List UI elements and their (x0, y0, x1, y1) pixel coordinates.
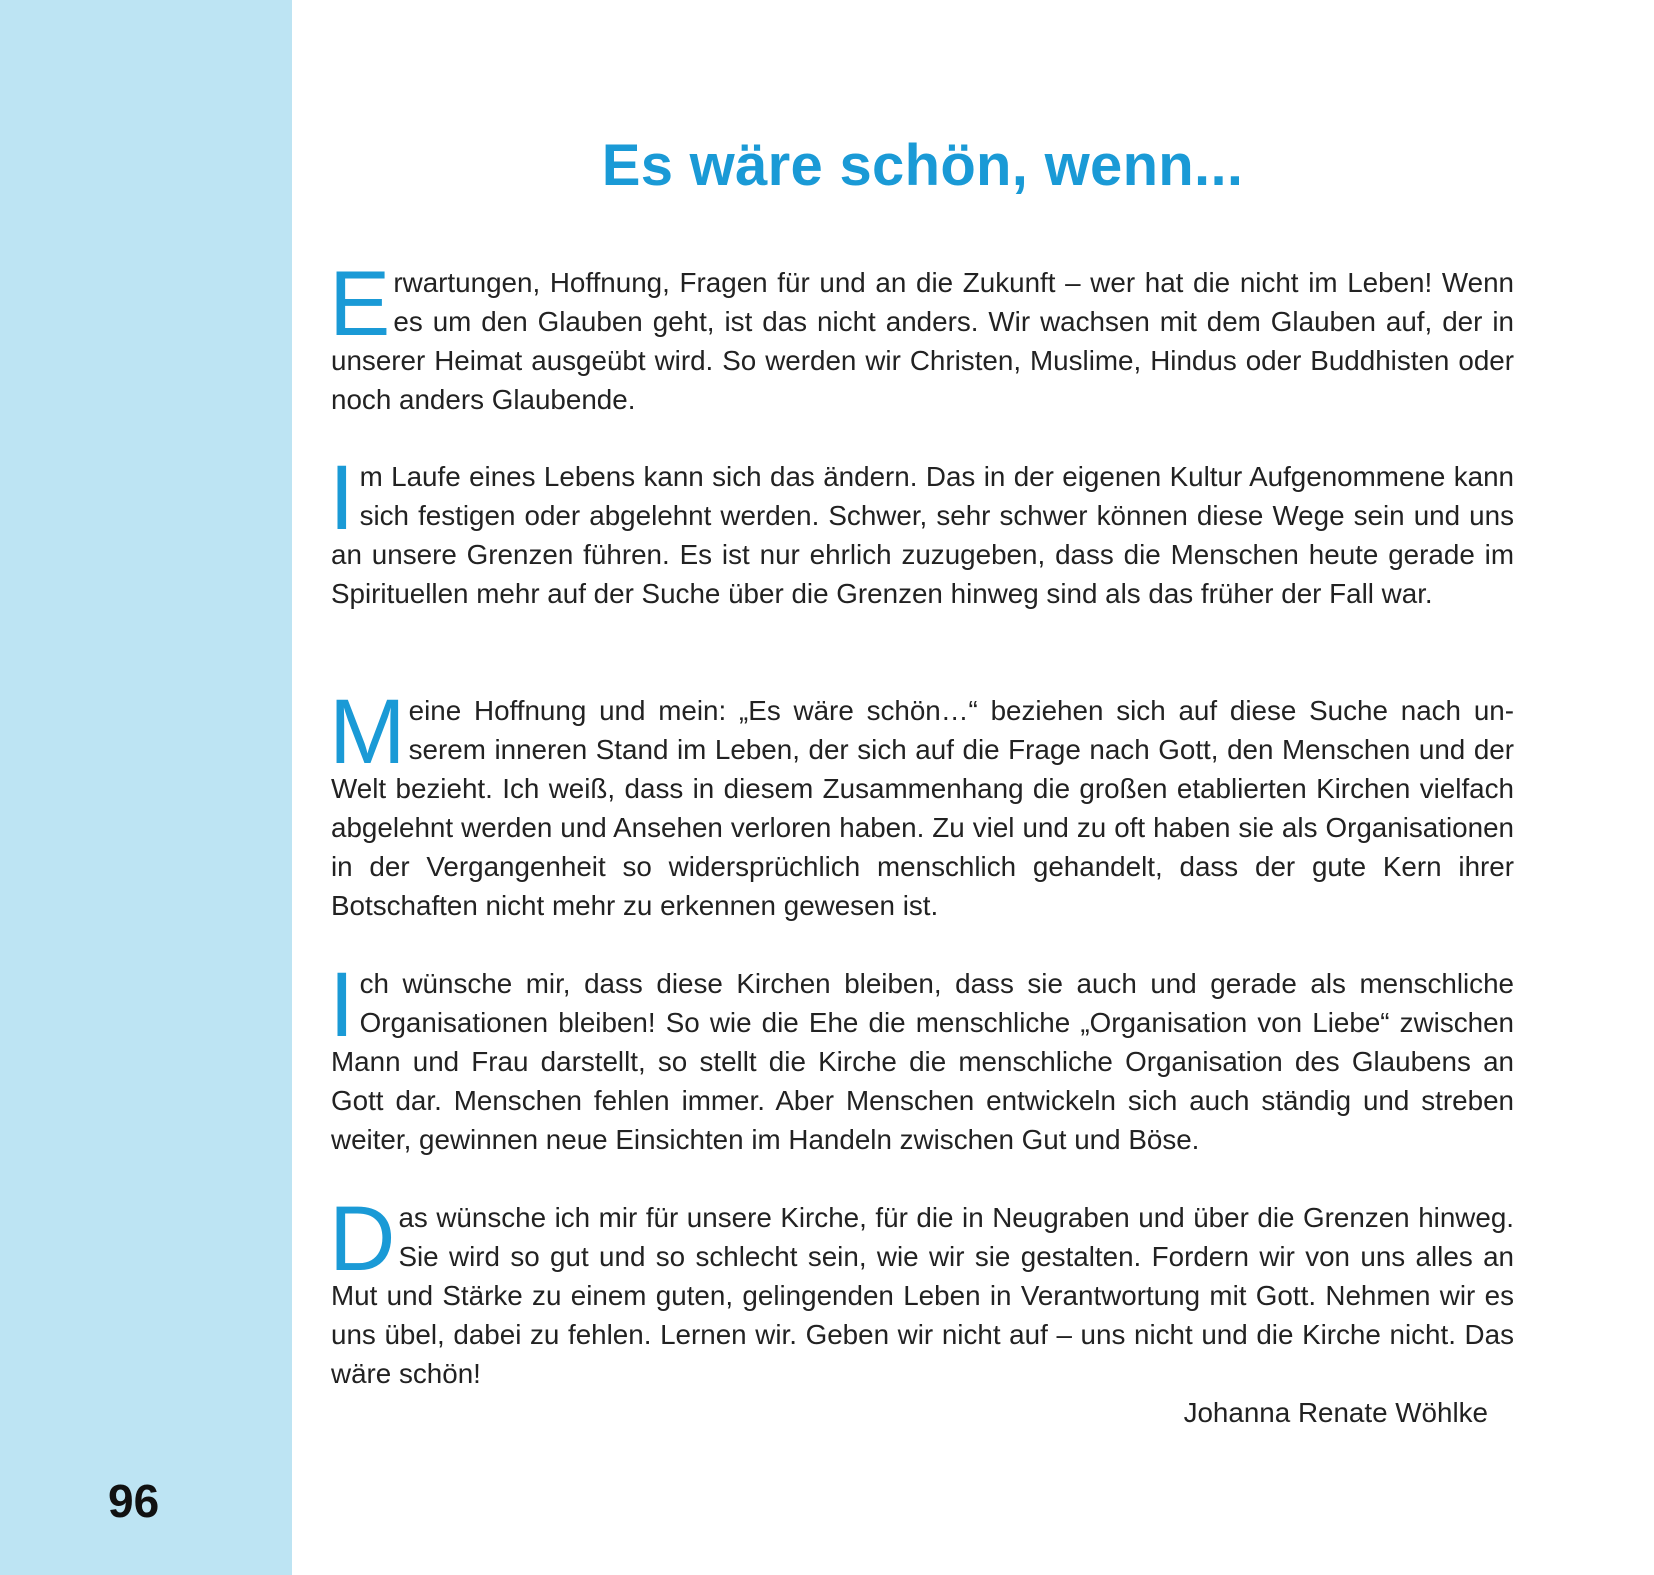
paragraph-text: m Laufe eines Lebens kann sich das ändern. Das in der eigenen Kultur Aufgenommene kann sich festigen oder abgelehnt werden. Schwer, sehr schwer können diese Wege sein und uns an unsere Grenzen führen. Es ist nur ehrlich zuzugeben, dass die Menschen heute gerade im Spirituellen mehr auf der Suche über die Grenzen hinweg sind als das früher der Fall war. (331, 461, 1514, 609)
drop-cap: M (329, 681, 406, 783)
article-title: Es wäre schön, wenn... (601, 133, 1244, 198)
paragraph-1 (329, 253, 1514, 419)
drop-cap: I (329, 954, 355, 1056)
page-number: 96 (108, 1475, 160, 1527)
paragraph-2 (329, 447, 1514, 613)
drop-cap: I (329, 447, 355, 549)
paragraph-text: eine Hoffnung und mein: „Es wäre schön…“ beziehen sich auf diese Suche nach unserem inneren Stand im Leben, der sich auf die Frage nach Gott, den Menschen und der Welt bezieht. Ich weiß, dass in diesem Zusammenhang die großen etablierten Kirchen vielfach abgelehnt werden und Ansehen verloren haben. Zu viel und zu oft haben sie als Organisationen in der Vergangenheit so widersprüchlich menschlich gehandelt, dass der gute Kern ihrer Botschaften nicht mehr zu erkennen gewesen ist. (331, 695, 1514, 921)
paragraph-5 (329, 1188, 1514, 1393)
paragraph-text: as wünsche ich mir für unsere Kirche, für die in Neugraben und über die Grenzen hinweg. Sie wird so gut und so schlecht sein, wie wir sie gestalten. Fordern wir von uns alles an Mut und Stärke zu einem guten, gelingenden Leben in Verantwortung mit Gott. Nehmen wir es uns übel, dabei zu fehlen. Lernen wir. Geben wir nicht auf – uns nicht und die Kirche nicht. Das wäre schön! (331, 1202, 1514, 1389)
drop-cap: E (329, 253, 391, 355)
drop-cap: D (329, 1188, 396, 1290)
paragraph-3 (329, 681, 1514, 925)
author-signature: Johanna Renate Wöhlke (1183, 1397, 1488, 1428)
paragraph-text: rwartungen, Hoffnung, Fragen für und an die Zukunft – wer hat die nicht im Leben! Wenn es um den Glauben geht, ist das nicht anders. Wir wachsen mit dem Glauben auf, der in unserer Heimat ausgeübt wird. So werden wir Christen, Muslime, Hindus oder Buddhisten oder noch anders Glaubende. (331, 267, 1514, 415)
paragraph-4 (329, 954, 1514, 1159)
paragraph-text: ch wünsche mir, dass diese Kirchen bleiben, dass sie auch und gerade als menschliche Organisationen bleiben! So wie die Ehe die menschliche „Organisation von Liebe“ zwischen Mann und Frau darstellt, so stellt die Kirche die menschliche Organisation des Glaubens an Gott dar. Menschen fehlen immer. Aber Menschen entwickeln sich auch ständig und streben weiter, gewinnen neue Einsichten im Handeln zwischen Gut und Böse. (331, 968, 1514, 1155)
left-margin-band (0, 0, 292, 1575)
